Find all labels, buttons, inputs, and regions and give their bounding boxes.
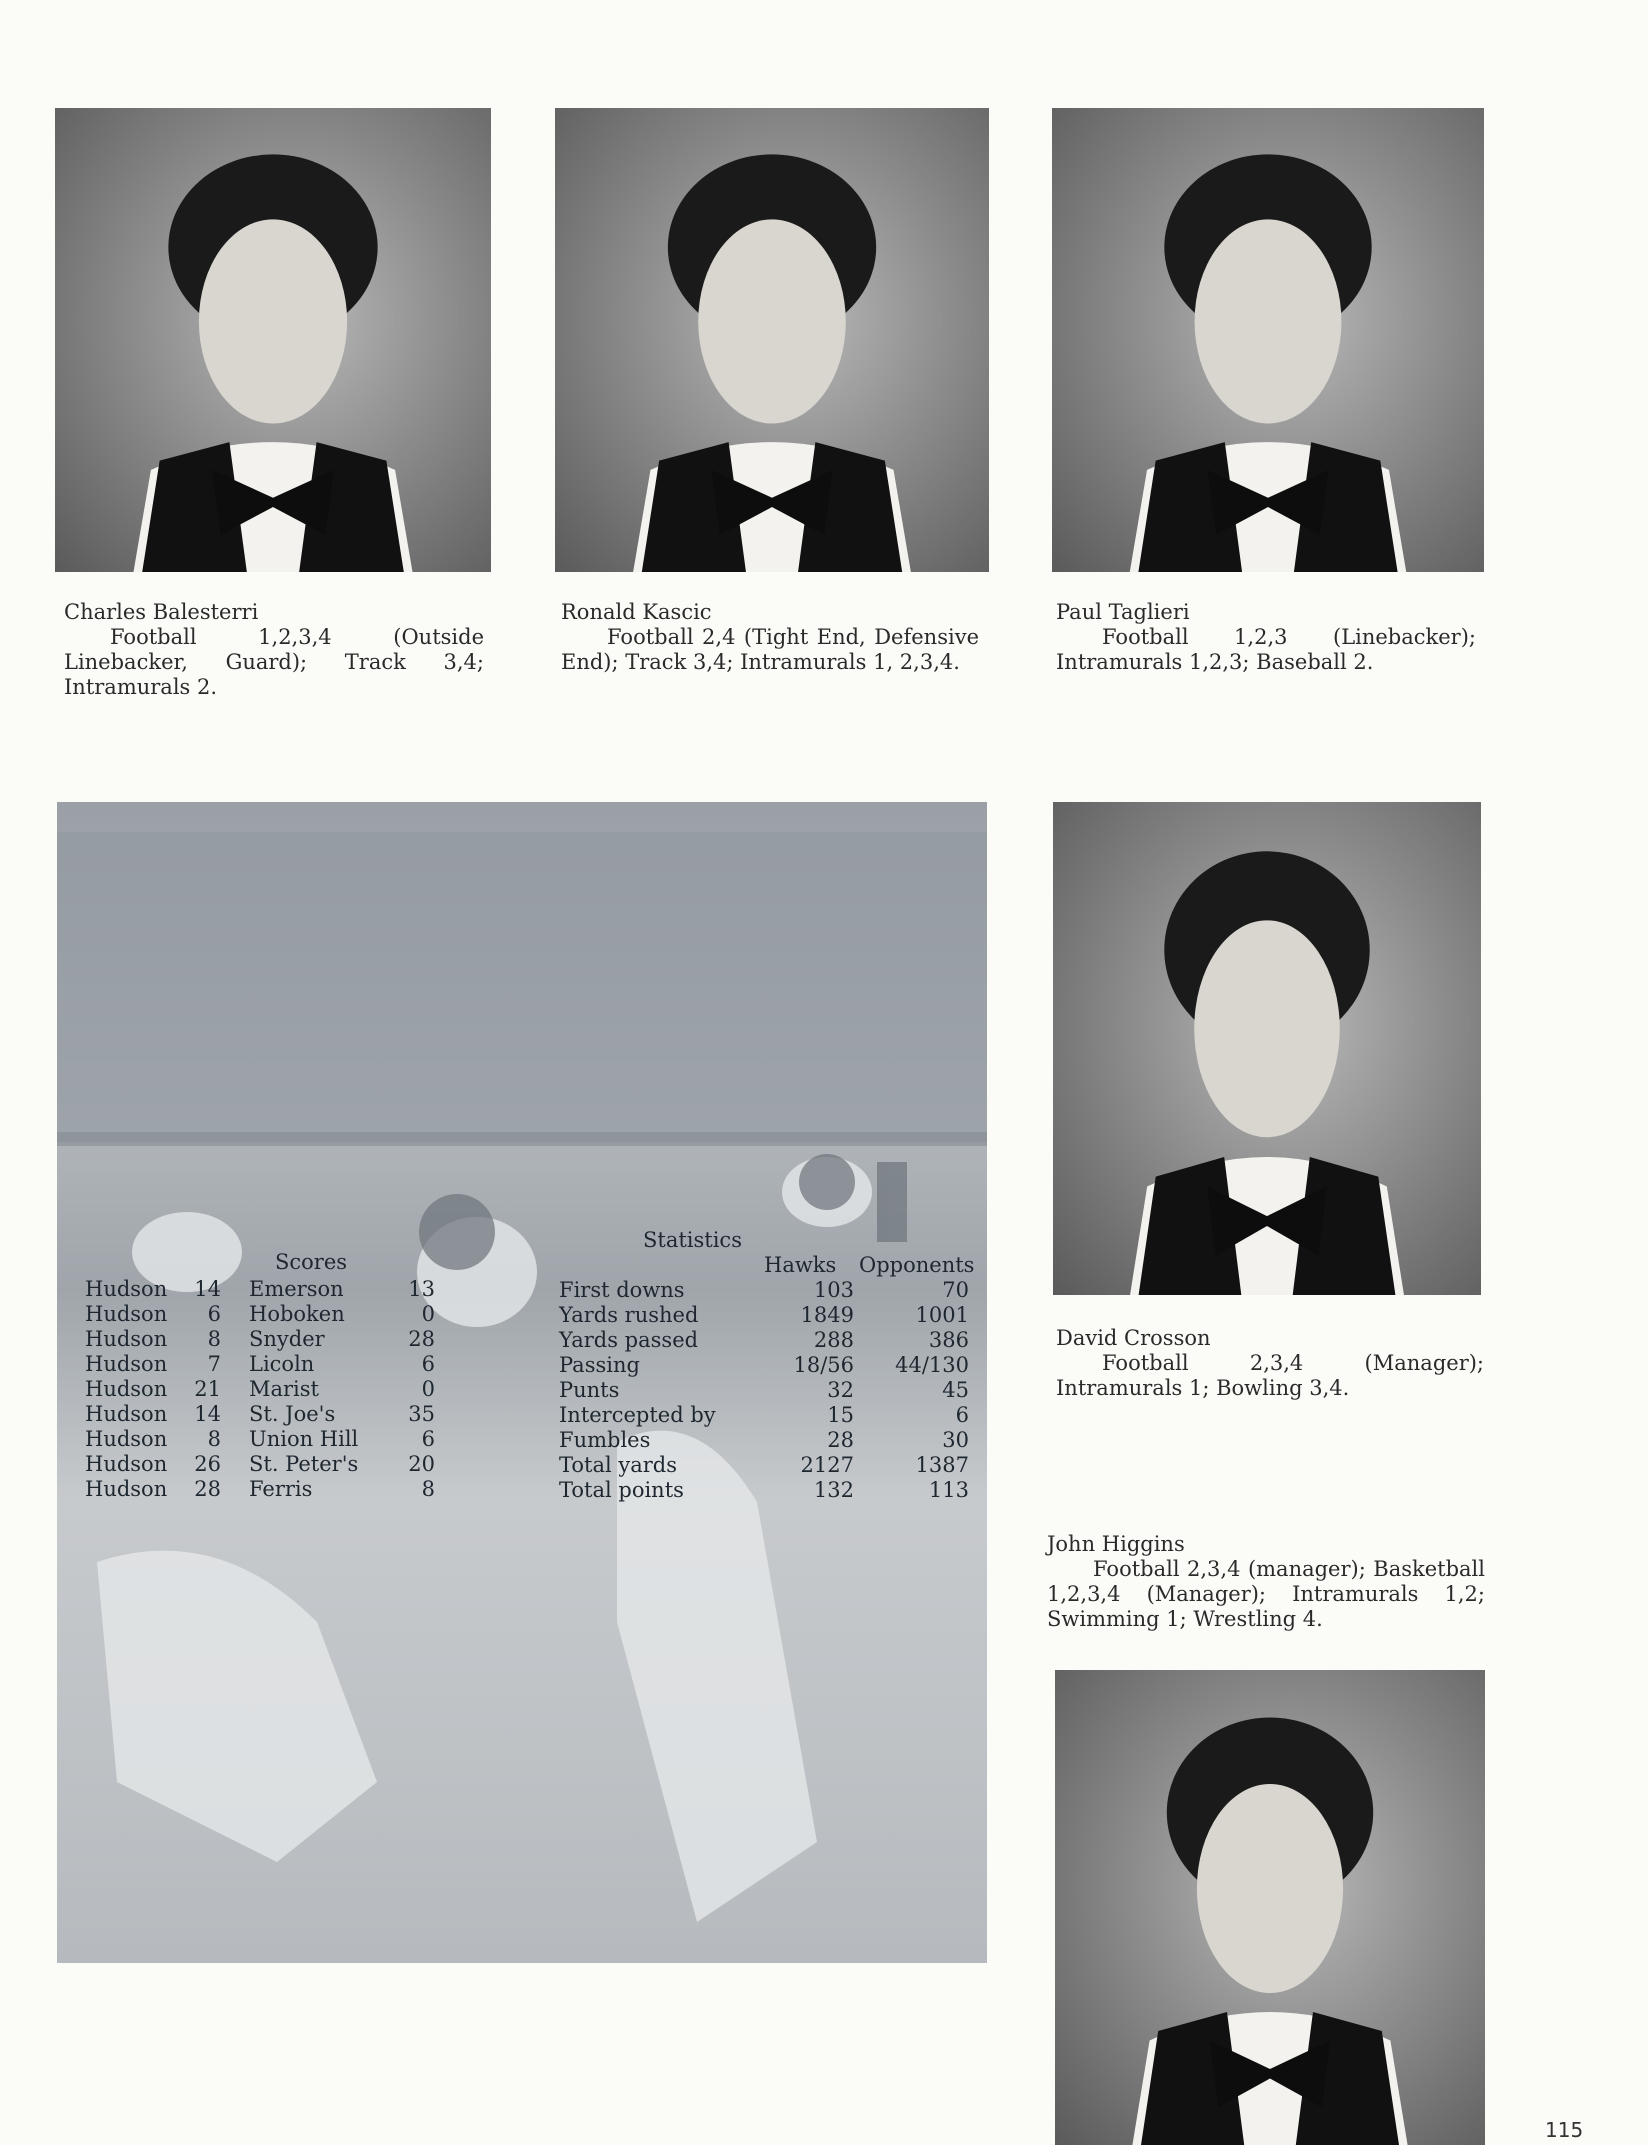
scores-table [85,1277,435,1502]
stat-label: Intercepted by [559,1403,716,1427]
team-score: 8 [207,1427,221,1451]
stat-label: Total points [559,1478,684,1502]
portrait-photo-crosson [1053,802,1481,1295]
caption-higgins [1047,1532,1485,1632]
score-row [85,1402,435,1427]
team-name: Hudson [85,1327,168,1351]
team-name: Hudson [85,1302,168,1326]
football-action-photo [57,802,987,1963]
hawks-value: 18/56 [793,1353,854,1377]
score-row [85,1302,435,1327]
opponent-name: Hoboken [249,1302,345,1326]
opponents-value: 30 [942,1428,969,1452]
student-name: Ronald Kascic [561,600,712,624]
opponents-value: 44/130 [895,1353,969,1377]
team-score: 14 [194,1402,221,1426]
team-name: Hudson [85,1452,168,1476]
opponents-value: 386 [928,1328,969,1352]
student-name: Paul Taglieri [1056,600,1190,624]
portrait-photo-balesterri [55,108,491,572]
statistics-row [559,1478,969,1503]
page-number: 115 [1545,2118,1584,2142]
opponents-value: 45 [942,1378,969,1402]
opponent-score: 0 [421,1302,435,1326]
opponents-value: 6 [955,1403,969,1427]
opponent-name: Emerson [249,1277,344,1301]
opponent-score: 0 [421,1377,435,1401]
student-activities: Football 1,2,3,4 (Outside Linebacker, Guard); Track 3,4; Intramurals 2. [64,625,484,699]
statistics-row [559,1303,969,1328]
statistics-row [559,1428,969,1453]
stat-label: Fumbles [559,1428,651,1452]
stat-label: Total yards [559,1453,678,1477]
opponent-name: St. Peter's [249,1452,359,1476]
opponent-name: Licoln [249,1352,315,1376]
team-name: Hudson [85,1352,168,1376]
team-score: 28 [194,1477,221,1501]
team-score: 21 [194,1377,221,1401]
stat-label: Yards passed [559,1328,699,1352]
team-score: 14 [194,1277,221,1301]
opponent-score: 20 [408,1452,435,1476]
opponents-value: 1001 [915,1303,969,1327]
team-score: 7 [207,1352,221,1376]
team-name: Hudson [85,1477,168,1501]
hawks-value: 132 [813,1478,854,1502]
stat-label: Passing [559,1353,640,1377]
score-row [85,1477,435,1502]
statistics-row [559,1378,969,1403]
score-row [85,1327,435,1352]
opponent-score: 28 [408,1327,435,1351]
score-row [85,1277,435,1302]
opponents-header: Opponents [859,1253,975,1277]
hawks-header: Hawks [764,1253,837,1277]
student-name: John Higgins [1047,1532,1185,1556]
opponent-name: Ferris [249,1477,313,1501]
statistics-row [559,1403,969,1428]
portrait-photo-higgins [1055,1670,1485,2145]
hawks-value: 103 [813,1278,854,1302]
caption-kascic [561,600,979,675]
student-activities: Football 2,3,4 (Manager); Intramurals 1; Bowling 3,4. [1056,1351,1484,1400]
opponent-score: 8 [421,1477,435,1501]
team-score: 26 [194,1452,221,1476]
hawks-value: 1849 [800,1303,854,1327]
opponent-name: St. Joe's [249,1402,336,1426]
caption-crosson [1056,1326,1484,1401]
statistics-row [559,1453,969,1478]
stat-label: First downs [559,1278,685,1302]
hawks-value: 32 [827,1378,854,1402]
hawks-value: 28 [827,1428,854,1452]
hawks-value: 2127 [800,1453,854,1477]
score-row [85,1352,435,1377]
team-score: 8 [207,1327,221,1351]
student-name: David Crosson [1056,1326,1211,1350]
opponents-value: 113 [928,1478,969,1502]
student-activities: Football 2,4 (Tight End, Defensive End); Track 3,4; Intramurals 1, 2,3,4. [561,625,979,674]
statistics-table [559,1278,969,1503]
student-activities: Football 1,2,3 (Linebacker); Intramurals 1,2,3; Baseball 2. [1056,625,1476,674]
opponent-name: Union Hill [249,1427,359,1451]
scores-title: Scores [275,1250,348,1274]
caption-balesterri [64,600,484,700]
team-name: Hudson [85,1427,168,1451]
opponents-value: 70 [942,1278,969,1302]
opponents-value: 1387 [915,1453,969,1477]
opponent-score: 6 [421,1352,435,1376]
portrait-photo-taglieri [1052,108,1484,572]
opponent-name: Marist [249,1377,319,1401]
score-row [85,1452,435,1477]
team-name: Hudson [85,1277,168,1301]
opponent-score: 6 [421,1427,435,1451]
stat-label: Punts [559,1378,620,1402]
opponent-name: Snyder [249,1327,325,1351]
caption-taglieri [1056,600,1476,675]
hawks-value: 288 [813,1328,854,1352]
team-score: 6 [207,1302,221,1326]
statistics-row [559,1328,969,1353]
stat-label: Yards rushed [559,1303,699,1327]
student-activities: Football 2,3,4 (manager); Basketball 1,2,3,4 (Manager); Intramurals 1,2; Swimming 1; Wrestling 4. [1047,1557,1485,1631]
opponent-score: 13 [408,1277,435,1301]
student-name: Charles Balesterri [64,600,259,624]
hawks-value: 15 [827,1403,854,1427]
portrait-photo-kascic [555,108,989,572]
statistics-title: Statistics [643,1228,742,1252]
score-row [85,1377,435,1402]
score-row [85,1427,435,1452]
opponent-score: 35 [408,1402,435,1426]
team-name: Hudson [85,1402,168,1426]
statistics-row [559,1353,969,1378]
statistics-row [559,1278,969,1303]
team-name: Hudson [85,1377,168,1401]
